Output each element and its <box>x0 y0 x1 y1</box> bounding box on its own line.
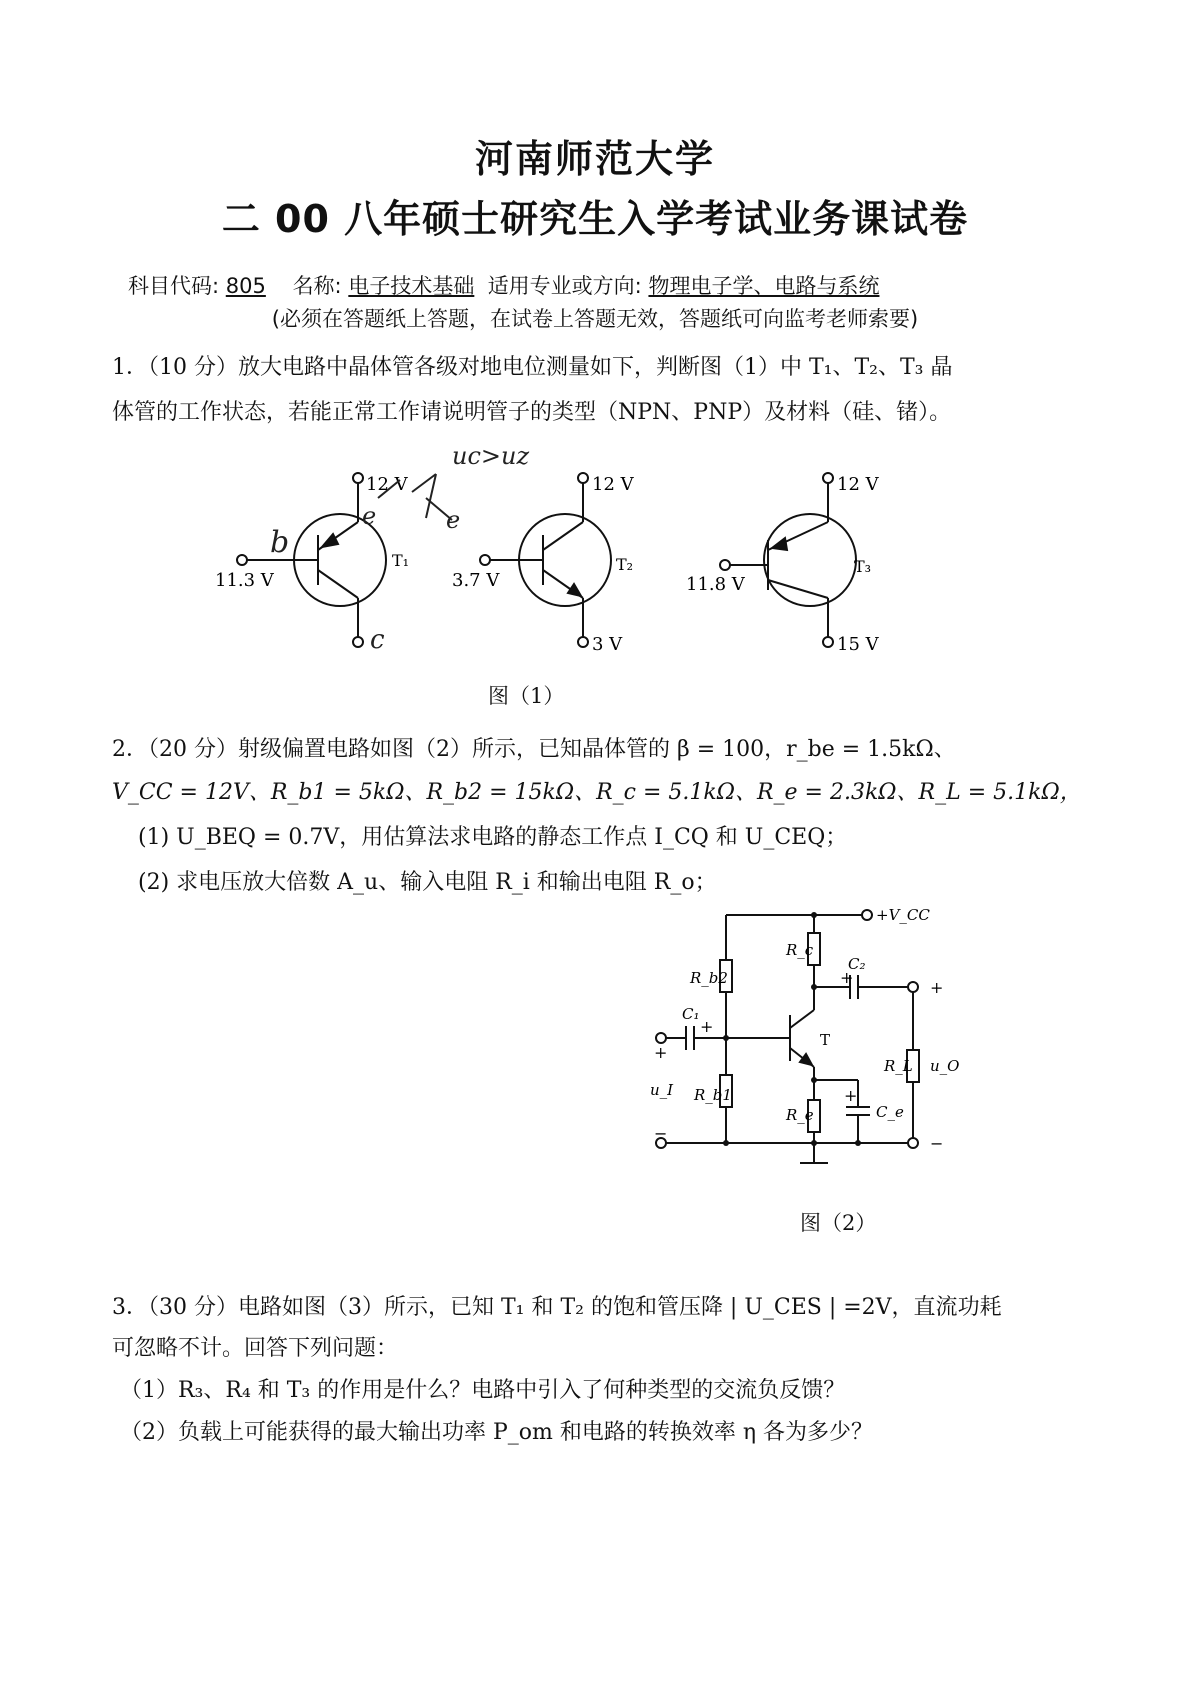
major-value: 物理电子学、电路与系统 <box>648 274 880 298</box>
q2-item2: (2) 求电压放大倍数 A_u、输入电阻 R_i 和输出电阻 R_o； <box>138 870 717 895</box>
input-plus: + <box>654 1043 668 1062</box>
ce-label: C_e <box>876 1103 904 1121</box>
ui-label: u_I <box>650 1081 674 1099</box>
rb1-label: R_b1 <box>694 1086 732 1104</box>
transistor-label: T <box>820 1031 831 1049</box>
code-label: 科目代码: <box>128 274 220 298</box>
c1-label: C₁ <box>682 1005 700 1023</box>
t3-bottom-voltage: 15 V <box>837 634 879 655</box>
t3-label: T₃ <box>854 557 872 576</box>
answer-notice: (必须在答题纸上答题，在试卷上答题无效，答题纸可向监考老师索要) <box>271 307 919 331</box>
c2-plus: + <box>840 968 854 987</box>
figure-2-caption: 图（2） <box>800 1211 877 1235</box>
t1-label: T₁ <box>392 551 410 570</box>
q1-line2: 体管的工作状态，若能正常工作请说明管子的类型（NPN、PNP）及材料（硅、锗）。 <box>112 400 952 425</box>
handwritten-e: e <box>362 502 377 530</box>
major-label: 适用专业或方向: <box>487 274 642 298</box>
rl-label: R_L <box>884 1057 913 1075</box>
name-label: 名称: <box>292 274 342 298</box>
handwritten-e2: e <box>446 506 461 534</box>
vcc-label: +V_CC <box>876 906 930 924</box>
t3-top-voltage: 12 V <box>837 474 879 495</box>
t2-top-voltage: 12 V <box>592 474 634 495</box>
ce-plus: + <box>844 1086 858 1105</box>
university-title: 河南师范大学 <box>474 137 715 181</box>
q1-line1: 1．（10 分）放大电路中晶体管各级对地电位测量如下，判断图（1）中 T₁、T₂、T₃ 晶 <box>112 355 953 380</box>
exam-title: 二 00 八年硕士研究生入学考试业务课试卷 <box>221 197 969 241</box>
name-value: 电子技术基础 <box>348 274 475 298</box>
q2-item1: (1) U_BEQ = 0.7V，用估算法求电路的静态工作点 I_CQ 和 U_CEQ； <box>138 825 848 850</box>
output-minus: − <box>930 1134 944 1153</box>
t1-base-voltage: 11.3 V <box>215 570 274 591</box>
uo-label: u_O <box>930 1057 960 1075</box>
figure-1-caption: 图（1） <box>488 684 565 708</box>
t2-base-voltage: 3.7 V <box>452 570 500 591</box>
c1-plus: + <box>700 1017 714 1036</box>
t1-top-voltage: 12 V <box>366 474 408 495</box>
handwritten-c: c <box>370 625 385 655</box>
q3-item2: （2）负载上可能获得的最大输出功率 P_om 和电路的转换效率 η 各为多少？ <box>120 1420 874 1445</box>
handwritten-b: b <box>270 525 290 560</box>
q3-line2: 可忽略不计。回答下列问题： <box>112 1336 399 1361</box>
output-plus: + <box>930 978 944 997</box>
c2-label: C₂ <box>848 955 866 973</box>
q2-line2: V_CC = 12V、R_b1 = 5kΩ、R_b2 = 15kΩ、R_c = 5.1kΩ、R_e = 2.3kΩ、R_L = 5.1kΩ， <box>112 780 1082 805</box>
q2-line1: 2．（20 分）射级偏置电路如图（2）所示，已知晶体管的 β = 100，r_be = 1.5kΩ、 <box>112 737 956 762</box>
subject-info <box>128 270 879 300</box>
figure-2-circuit <box>640 895 980 1185</box>
re-label: R_e <box>786 1106 814 1124</box>
q3-item1: （1）R₃、R₄ 和 T₃ 的作用是什么？电路中引入了何种类型的交流负反馈？ <box>120 1378 846 1403</box>
input-minus: − <box>654 1124 668 1143</box>
t3-base-voltage: 11.8 V <box>686 574 745 595</box>
code-value: 805 <box>225 274 266 298</box>
q3-line1: 3．（30 分）电路如图（3）所示，已知 T₁ 和 T₂ 的饱和管压降 | U_CES | =2V，直流功耗 <box>112 1295 1002 1320</box>
figure-1-transistors <box>200 440 920 670</box>
rb2-label: R_b2 <box>690 969 728 987</box>
handwritten-note-uc-uz: uc>uz <box>452 442 530 470</box>
t2-bottom-voltage: 3 V <box>592 634 623 655</box>
t2-label: T₂ <box>616 555 634 574</box>
rc-label: R_c <box>786 941 814 959</box>
